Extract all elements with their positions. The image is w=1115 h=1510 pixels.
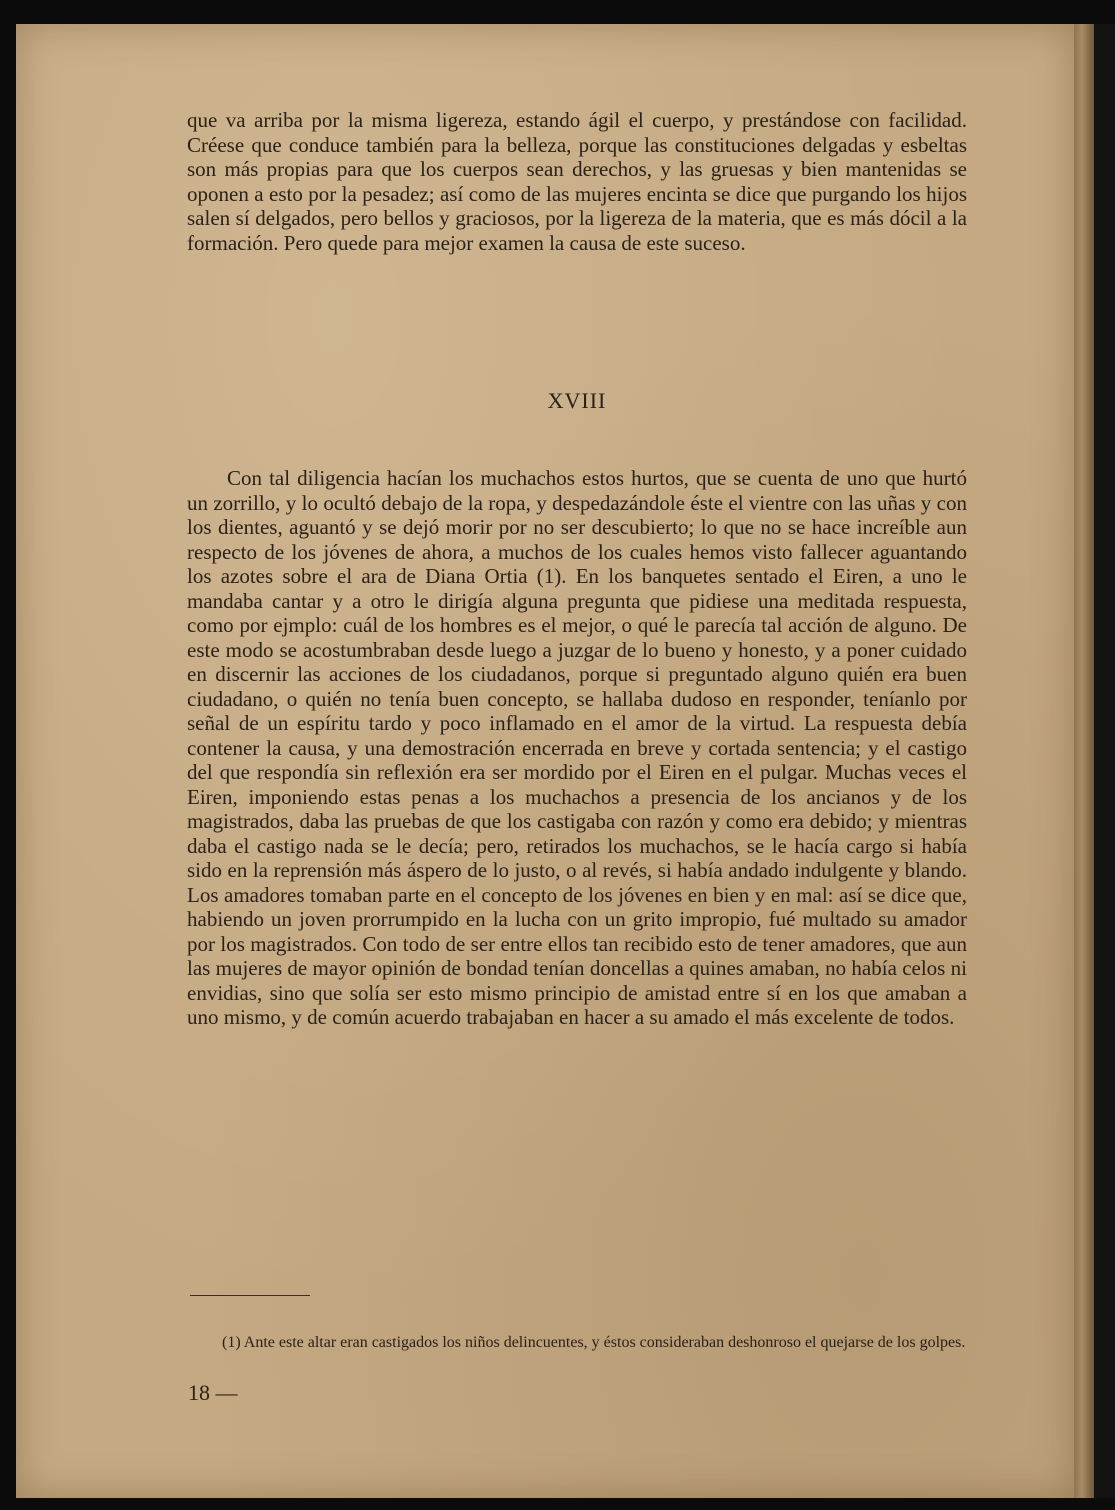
- footnote: (1) Ante este altar eran castigados los niños delincuentes, y éstos consideraban deshonroso el quejarse de los golpes.: [222, 1334, 966, 1351]
- page-number: 18 —: [188, 1380, 238, 1405]
- background-strip: [1094, 24, 1115, 1498]
- footnote-divider: [190, 1295, 310, 1296]
- paragraph-top: que va arriba por la misma ligereza, estando ágil el cuerpo, y prestándose con facilidad. Créese que conduce también para la belleza, porque las constituciones delgadas y esbeltas son más propias para que los cuerpos sean derechos, y las gruesas y bien mantenidas se oponen a esto por la pesadez; así como de las mujeres encinta se dice que purgando los hijos salen sí delgados, pero bellos y graciosos, por la ligereza de la materia, que es más dócil a la formación. Pero quede para mejor examen la causa de este suceso.: [187, 108, 967, 255]
- page-edge: [1074, 24, 1094, 1498]
- section-heading: XVIII: [547, 388, 607, 413]
- paragraph-main: Con tal diligencia hacían los muchachos estos hurtos, que se cuenta de uno que hurtó un zorrillo, y lo ocultó debajo de la ropa, y despedazándole éste el vientre con las uñas y con los dientes, aguantó y se dejó morir por no ser descubierto; lo que no se hace increíble aun respecto de los jóvenes de ahora, a muchos de los cuales hemos visto fallecer aguantando los azotes sobre el ara de Diana Ortia (1). En los banquetes sentado el Eiren, a uno le mandaba cantar y a otro le dirigía alguna pregunta que pidiese una meditada respuesta, como por ejmplo: cuál de los hombres es el mejor, o qué le parecía tal acción de alguno. De este modo se acostumbraban desde luego a juzgar de lo bueno y honesto, y a poner cuidado en discernir las acciones de los ciudadanos, porque si preguntado alguno quién era buen ciudadano, o quién no tenía buen concepto, se hallaba dudoso en responder, teníanlo por señal de un espíritu tardo y poco inflamado en el amor de la virtud. La respuesta debía contener la causa, y una demostración encerrada en breve y cortada sentencia; y el castigo del que respondía sin reflexión era ser mordido por el Eiren en el pulgar. Muchas veces el Eiren, imponiendo estas penas a los muchachos a presencia de los ancianos y de los magistrados, daba las pruebas de que los castigaba con razón y como era debido; y mientras daba el castigo nada se le decía; pero, retirados los muchachos, se le hacía cargo si había sido en la reprensión más áspero de lo justo, o al revés, si había andado indulgente y blando. Los amadores tomaban parte en el concepto de los jóvenes en bien y en mal: así se dice que, habiendo un joven prorrumpido en la lucha con un grito impropio, fué multado su amador por los magistrados. Con todo de ser entre ellos tan recibido esto de tener amadores, que aun las mujeres de mayor opinión de bondad tenían doncellas a quines amaban, no había celos ni envidias, sino que solía ser esto mismo principio de amistad entre sí en los que amaban a uno mismo, y de común acuerdo trabajaban en hacer a su amado el más excelente de todos.: [187, 466, 967, 1029]
